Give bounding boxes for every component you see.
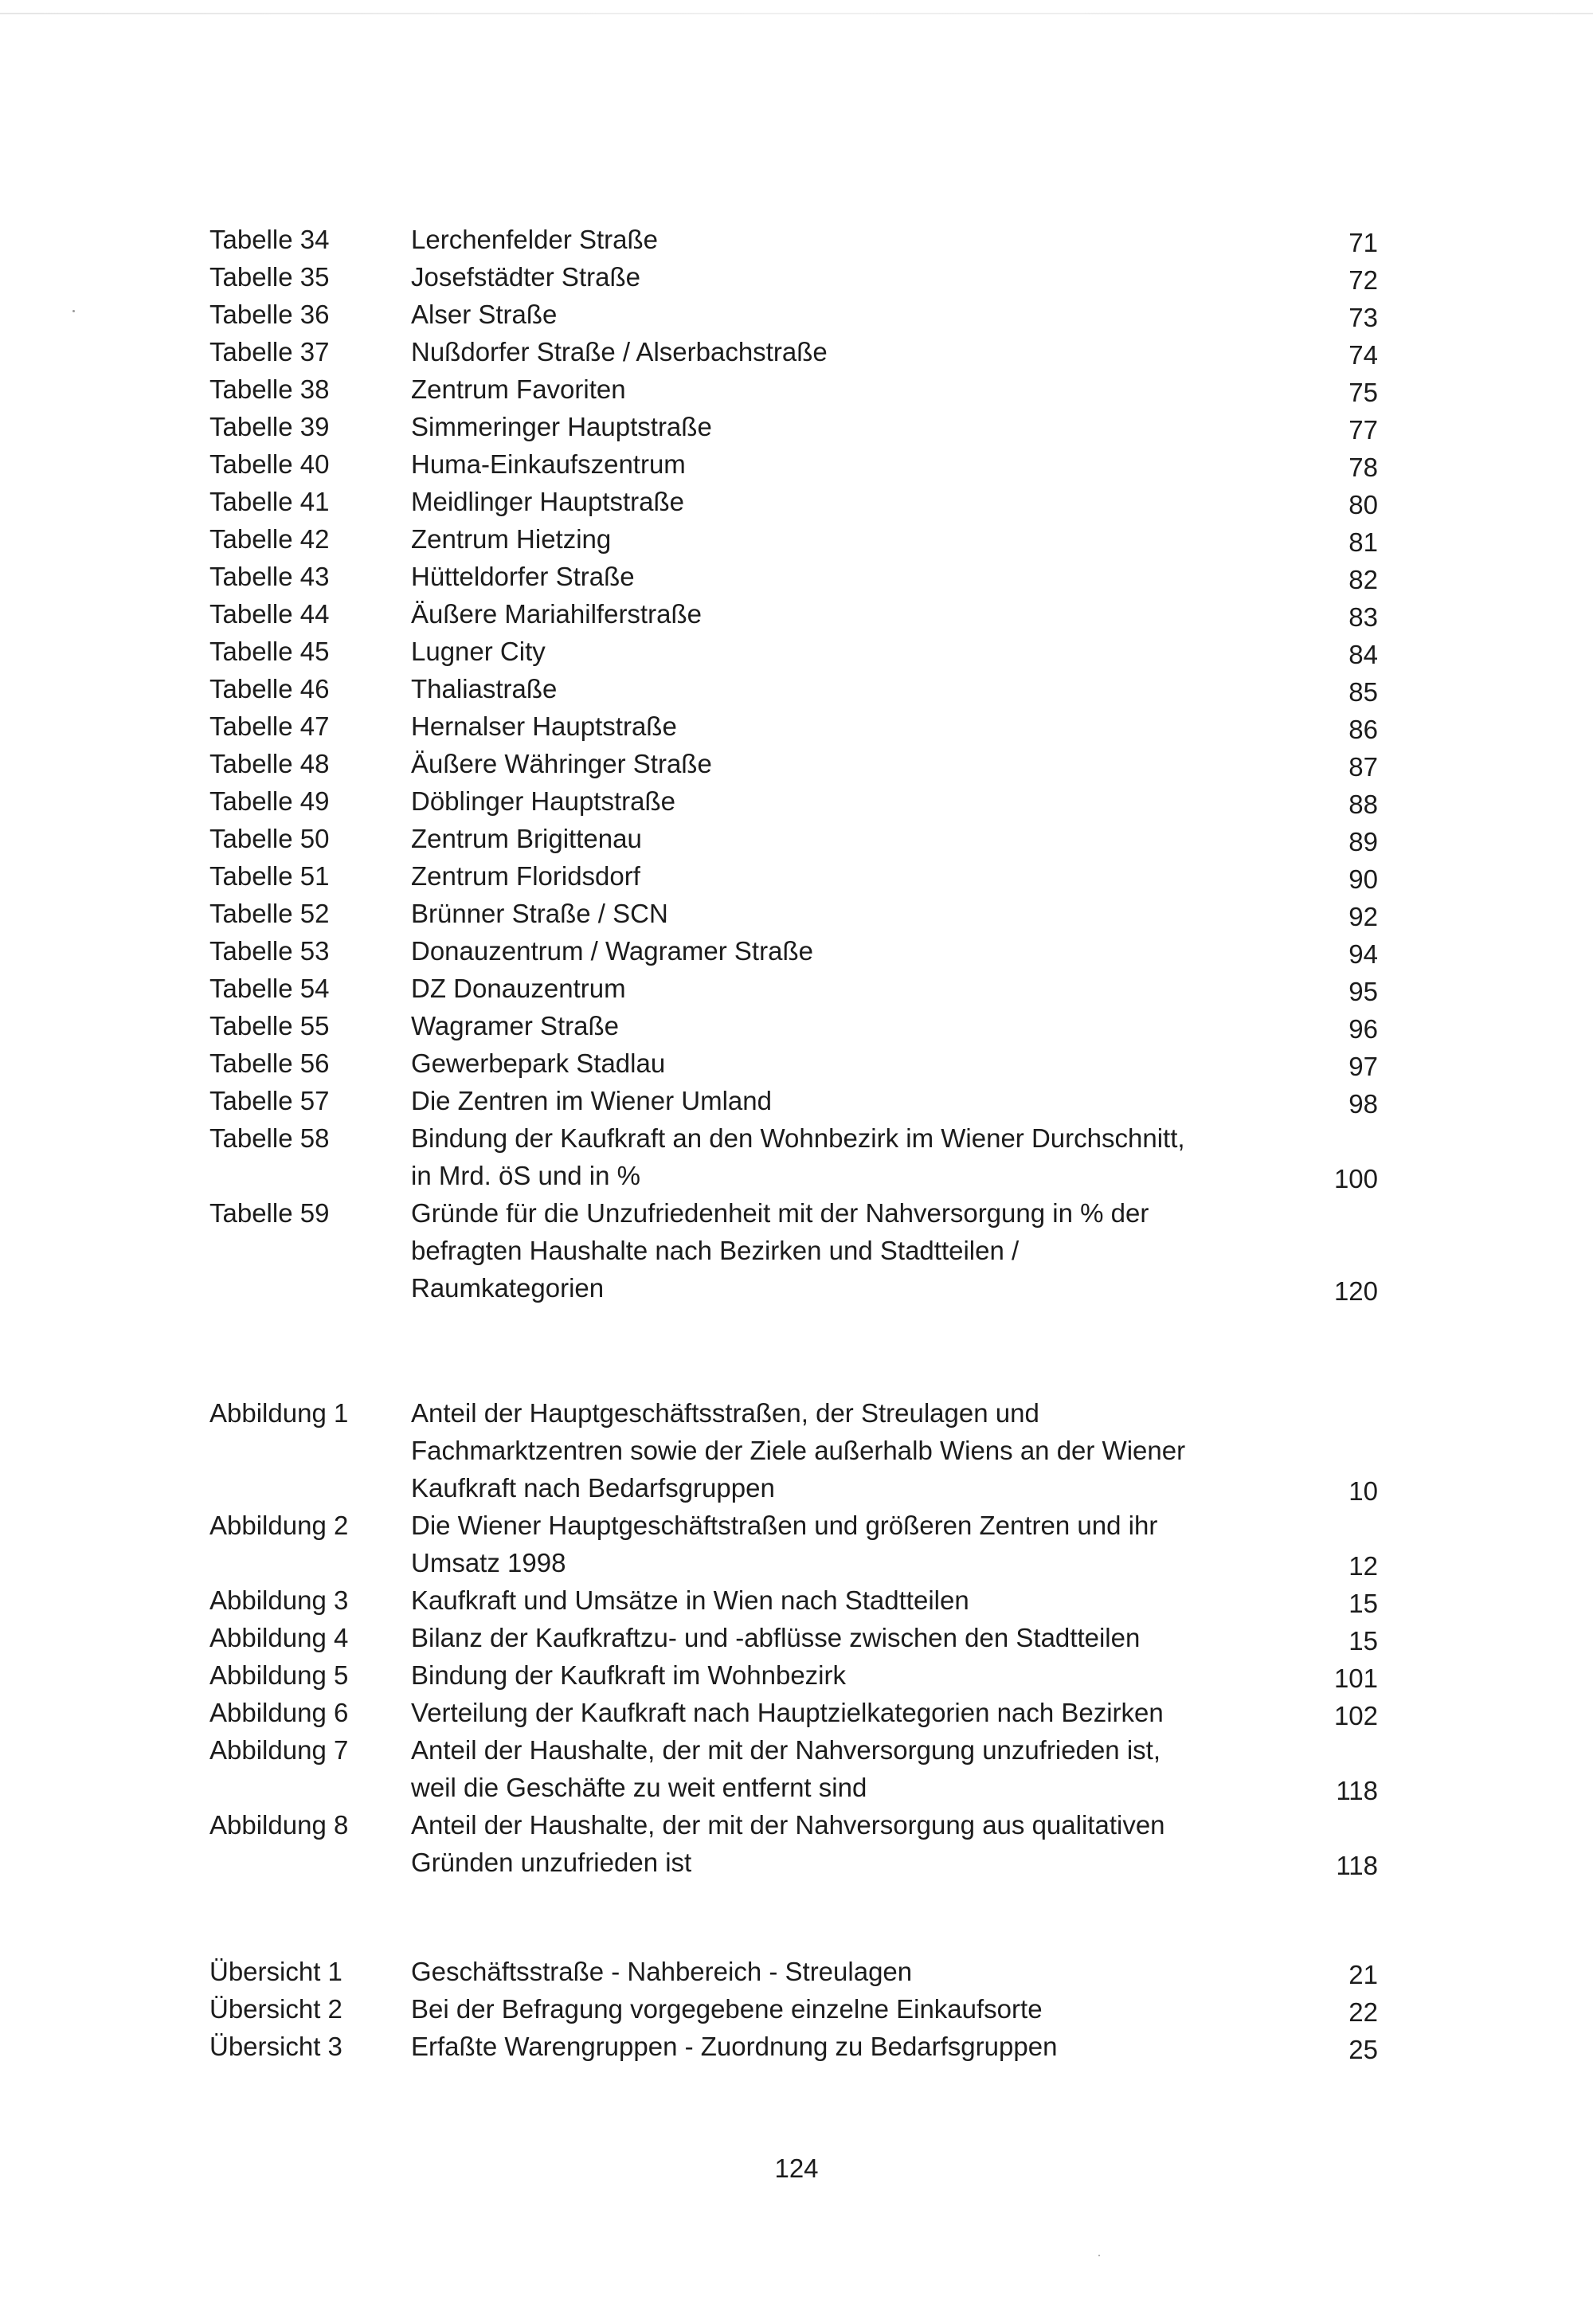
table-entry-page-number: 92 bbox=[1348, 902, 1378, 931]
figure-entry-label: Abbildung 2 bbox=[209, 1511, 349, 1540]
table-entry bbox=[209, 258, 1378, 296]
table-entry-title: Gewerbepark Stadlau bbox=[411, 1048, 666, 1078]
figure-entry-title: Anteil der Haushalte, der mit der Nahversorgung unzufrieden ist, weil die Geschäfte zu weit entfernt sind bbox=[411, 1735, 1161, 1802]
figure-entry bbox=[209, 1806, 1378, 1881]
figure-entry-label: Abbildung 5 bbox=[209, 1660, 349, 1690]
figure-entry-page-number: 102 bbox=[1333, 1701, 1378, 1730]
table-entry-page-number: 73 bbox=[1348, 303, 1378, 332]
figure-entry-title: Verteilung der Kaufkraft nach Hauptzielkategorien nach Bezirken bbox=[411, 1698, 1164, 1727]
table-entry bbox=[209, 221, 1378, 258]
figure-entry-page-number: 10 bbox=[1348, 1476, 1378, 1506]
figure-entry-page-number: 12 bbox=[1348, 1551, 1378, 1581]
figure-entry-page-number: 118 bbox=[1336, 1776, 1378, 1805]
figure-entry-title: Die Wiener Hauptgeschäftstraßen und größeren Zentren und ihr Umsatz 1998 bbox=[411, 1511, 1158, 1577]
overview-entry-page-number: 25 bbox=[1348, 2035, 1378, 2064]
table-entry-label: Tabelle 55 bbox=[209, 1011, 330, 1041]
footer-page-number: 124 bbox=[774, 2154, 819, 2183]
table-entry-title: Meidlinger Hauptstraße bbox=[411, 487, 684, 516]
table-entry-title: Gründe für die Unzufriedenheit mit der Nahversorgung in % der befragten Haushalte nach Bezirken und Stadtteilen / Raumkategorien bbox=[411, 1198, 1149, 1303]
table-entry-label: Tabelle 42 bbox=[209, 524, 330, 554]
scan-speck bbox=[72, 310, 75, 312]
figure-entry-page-number: 101 bbox=[1333, 1664, 1378, 1693]
figure-entry bbox=[209, 1507, 1378, 1581]
table-entry-label: Tabelle 38 bbox=[209, 374, 330, 404]
overview-entry-title: Bei der Befragung vorgegebene einzelne Einkaufsorte bbox=[411, 1994, 1043, 2024]
table-entry-title: Lugner City bbox=[411, 637, 546, 666]
table-entry bbox=[209, 408, 1378, 445]
table-entry bbox=[209, 445, 1378, 483]
table-entry-title: Huma-Einkaufszentrum bbox=[411, 449, 686, 479]
figure-entry-label: Abbildung 4 bbox=[209, 1623, 349, 1652]
figure-entry-title: Bindung der Kaufkraft im Wohnbezirk bbox=[411, 1660, 846, 1690]
figure-entry bbox=[209, 1694, 1378, 1731]
table-entry-label: Tabelle 37 bbox=[209, 337, 330, 366]
table-entry-page-number: 98 bbox=[1348, 1089, 1378, 1119]
table-entry bbox=[209, 1194, 1378, 1307]
table-entry bbox=[209, 595, 1378, 633]
table-entry-label: Tabelle 49 bbox=[209, 786, 330, 816]
table-entry bbox=[209, 370, 1378, 408]
table-entry-label: Tabelle 46 bbox=[209, 674, 330, 703]
figure-entry-title: Anteil der Haushalte, der mit der Nahversorgung aus qualitativen Gründen unzufrieden ist bbox=[411, 1810, 1165, 1877]
table-entry-title: Hernalser Hauptstraße bbox=[411, 711, 677, 741]
figure-entry bbox=[209, 1731, 1378, 1806]
tables-list bbox=[209, 221, 1378, 1307]
table-entry-label: Tabelle 45 bbox=[209, 637, 330, 666]
table-entry-label: Tabelle 53 bbox=[209, 936, 330, 966]
figure-entry-page-number: 15 bbox=[1348, 1589, 1378, 1618]
table-entry bbox=[209, 483, 1378, 520]
table-entry-label: Tabelle 48 bbox=[209, 749, 330, 778]
table-entry-title: Nußdorfer Straße / Alserbachstraße bbox=[411, 337, 828, 366]
table-entry bbox=[209, 745, 1378, 782]
figure-entry-title: Bilanz der Kaufkraftzu- und -abflüsse zwischen den Stadtteilen bbox=[411, 1623, 1141, 1652]
overview-entry bbox=[209, 1990, 1378, 2028]
table-entry-label: Tabelle 58 bbox=[209, 1123, 330, 1153]
table-entry-title: Zentrum Hietzing bbox=[411, 524, 612, 554]
table-entry-page-number: 75 bbox=[1348, 378, 1378, 407]
table-entry-label: Tabelle 54 bbox=[209, 974, 330, 1003]
table-entry-title: Alser Straße bbox=[411, 300, 558, 329]
table-entry-page-number: 96 bbox=[1348, 1014, 1378, 1044]
table-entry-title: Simmeringer Hauptstraße bbox=[411, 412, 712, 441]
table-entry-title: Thaliastraße bbox=[411, 674, 558, 703]
scan-speck bbox=[1098, 2255, 1100, 2256]
table-entry-title: DZ Donauzentrum bbox=[411, 974, 626, 1003]
table-entry bbox=[209, 670, 1378, 707]
table-entry-page-number: 86 bbox=[1348, 715, 1378, 744]
table-entry-label: Tabelle 40 bbox=[209, 449, 330, 479]
table-entry-page-number: 81 bbox=[1348, 527, 1378, 557]
table-entry bbox=[209, 296, 1378, 333]
table-entry-page-number: 97 bbox=[1348, 1052, 1378, 1081]
table-entry-title: Josefstädter Straße bbox=[411, 262, 640, 292]
table-entry-label: Tabelle 35 bbox=[209, 262, 330, 292]
table-entry-title: Zentrum Brigittenau bbox=[411, 824, 642, 853]
table-entry bbox=[209, 932, 1378, 970]
table-entry bbox=[209, 895, 1378, 932]
table-entry-label: Tabelle 39 bbox=[209, 412, 330, 441]
figures-list bbox=[209, 1394, 1378, 1881]
table-entry bbox=[209, 1082, 1378, 1119]
figure-entry bbox=[209, 1581, 1378, 1619]
table-entry-page-number: 80 bbox=[1348, 490, 1378, 519]
overview-entry-page-number: 21 bbox=[1348, 1960, 1378, 1989]
overview-entry-label: Übersicht 2 bbox=[209, 1994, 342, 2024]
figure-entry bbox=[209, 1656, 1378, 1694]
table-entry-page-number: 94 bbox=[1348, 939, 1378, 969]
figure-entry bbox=[209, 1394, 1378, 1507]
table-entry-page-number: 84 bbox=[1348, 640, 1378, 669]
table-entry-page-number: 83 bbox=[1348, 602, 1378, 632]
overview-entry-page-number: 22 bbox=[1348, 1997, 1378, 2027]
table-entry-title: Hütteldorfer Straße bbox=[411, 562, 635, 591]
table-entry-page-number: 88 bbox=[1348, 790, 1378, 819]
table-entry bbox=[209, 1044, 1378, 1082]
table-entry-title: Zentrum Floridsdorf bbox=[411, 861, 640, 891]
table-entry bbox=[209, 333, 1378, 370]
table-entry-page-number: 87 bbox=[1348, 752, 1378, 782]
table-entry-title: Donauzentrum / Wagramer Straße bbox=[411, 936, 813, 966]
figure-entry bbox=[209, 1619, 1378, 1656]
table-entry-label: Tabelle 43 bbox=[209, 562, 330, 591]
figure-entry-page-number: 15 bbox=[1348, 1626, 1378, 1656]
figure-entry-page-number: 118 bbox=[1336, 1851, 1378, 1880]
table-entry-label: Tabelle 41 bbox=[209, 487, 330, 516]
table-entry-page-number: 100 bbox=[1333, 1164, 1378, 1193]
overview-entry-title: Erfaßte Warengruppen - Zuordnung zu Bedarfsgruppen bbox=[411, 2032, 1058, 2061]
table-entry-title: Bindung der Kaufkraft an den Wohnbezirk im Wiener Durchschnitt, in Mrd. öS und in % bbox=[411, 1123, 1185, 1190]
table-entry bbox=[209, 1007, 1378, 1044]
table-entry-page-number: 74 bbox=[1348, 340, 1378, 370]
table-entry-label: Tabelle 57 bbox=[209, 1086, 330, 1115]
figure-entry-label: Abbildung 7 bbox=[209, 1735, 349, 1765]
table-entry bbox=[209, 633, 1378, 670]
table-entry-page-number: 95 bbox=[1348, 977, 1378, 1006]
overview-entry-label: Übersicht 3 bbox=[209, 2032, 342, 2061]
table-entry-page-number: 89 bbox=[1348, 827, 1378, 856]
overview-entry-label: Übersicht 1 bbox=[209, 1957, 342, 1986]
table-entry-title: Äußere Währinger Straße bbox=[411, 749, 712, 778]
table-entry bbox=[209, 782, 1378, 820]
scan-top-edge bbox=[0, 13, 1593, 14]
table-entry-label: Tabelle 50 bbox=[209, 824, 330, 853]
table-entry-title: Zentrum Favoriten bbox=[411, 374, 626, 404]
table-entry bbox=[209, 520, 1378, 558]
table-entry-title: Lerchenfelder Straße bbox=[411, 225, 659, 254]
table-entry bbox=[209, 970, 1378, 1007]
overviews-list bbox=[209, 1953, 1378, 2065]
table-entry-page-number: 120 bbox=[1333, 1276, 1378, 1306]
table-entry-label: Tabelle 36 bbox=[209, 300, 330, 329]
table-entry-label: Tabelle 44 bbox=[209, 599, 330, 629]
table-entry-label: Tabelle 59 bbox=[209, 1198, 330, 1228]
table-entry-title: Wagramer Straße bbox=[411, 1011, 620, 1041]
table-entry-page-number: 78 bbox=[1348, 453, 1378, 482]
figure-entry-title: Anteil der Hauptgeschäftsstraßen, der Streulagen und Fachmarktzentren sowie der Ziele außerhalb Wiens an der Wiener Kaufkraft nach Bedarfsgruppen bbox=[411, 1398, 1186, 1503]
table-entry-page-number: 90 bbox=[1348, 864, 1378, 894]
overview-entry bbox=[209, 2028, 1378, 2065]
table-entry-page-number: 72 bbox=[1348, 265, 1378, 295]
table-entry-page-number: 77 bbox=[1348, 415, 1378, 445]
table-entry-title: Die Zentren im Wiener Umland bbox=[411, 1086, 772, 1115]
table-entry bbox=[209, 857, 1378, 895]
table-entry bbox=[209, 820, 1378, 857]
overview-entry-title: Geschäftsstraße - Nahbereich - Streulagen bbox=[411, 1957, 913, 1986]
table-entry-label: Tabelle 56 bbox=[209, 1048, 330, 1078]
table-entry bbox=[209, 707, 1378, 745]
table-entry-label: Tabelle 34 bbox=[209, 225, 330, 254]
table-entry bbox=[209, 1119, 1378, 1194]
table-entry-page-number: 71 bbox=[1348, 228, 1378, 257]
table-entry-title: Döblinger Hauptstraße bbox=[411, 786, 675, 816]
overview-entry bbox=[209, 1953, 1378, 1990]
figure-entry-label: Abbildung 1 bbox=[209, 1398, 349, 1428]
table-entry-label: Tabelle 52 bbox=[209, 899, 330, 928]
figure-entry-label: Abbildung 6 bbox=[209, 1698, 349, 1727]
table-entry bbox=[209, 558, 1378, 595]
table-entry-label: Tabelle 51 bbox=[209, 861, 330, 891]
table-entry-label: Tabelle 47 bbox=[209, 711, 330, 741]
figure-entry-label: Abbildung 3 bbox=[209, 1585, 349, 1615]
table-entry-title: Brünner Straße / SCN bbox=[411, 899, 668, 928]
table-entry-page-number: 85 bbox=[1348, 677, 1378, 707]
figure-entry-label: Abbildung 8 bbox=[209, 1810, 349, 1840]
table-entry-page-number: 82 bbox=[1348, 565, 1378, 594]
table-entry-title: Äußere Mariahilferstraße bbox=[411, 599, 702, 629]
figure-entry-title: Kaufkraft und Umsätze in Wien nach Stadtteilen bbox=[411, 1585, 969, 1615]
